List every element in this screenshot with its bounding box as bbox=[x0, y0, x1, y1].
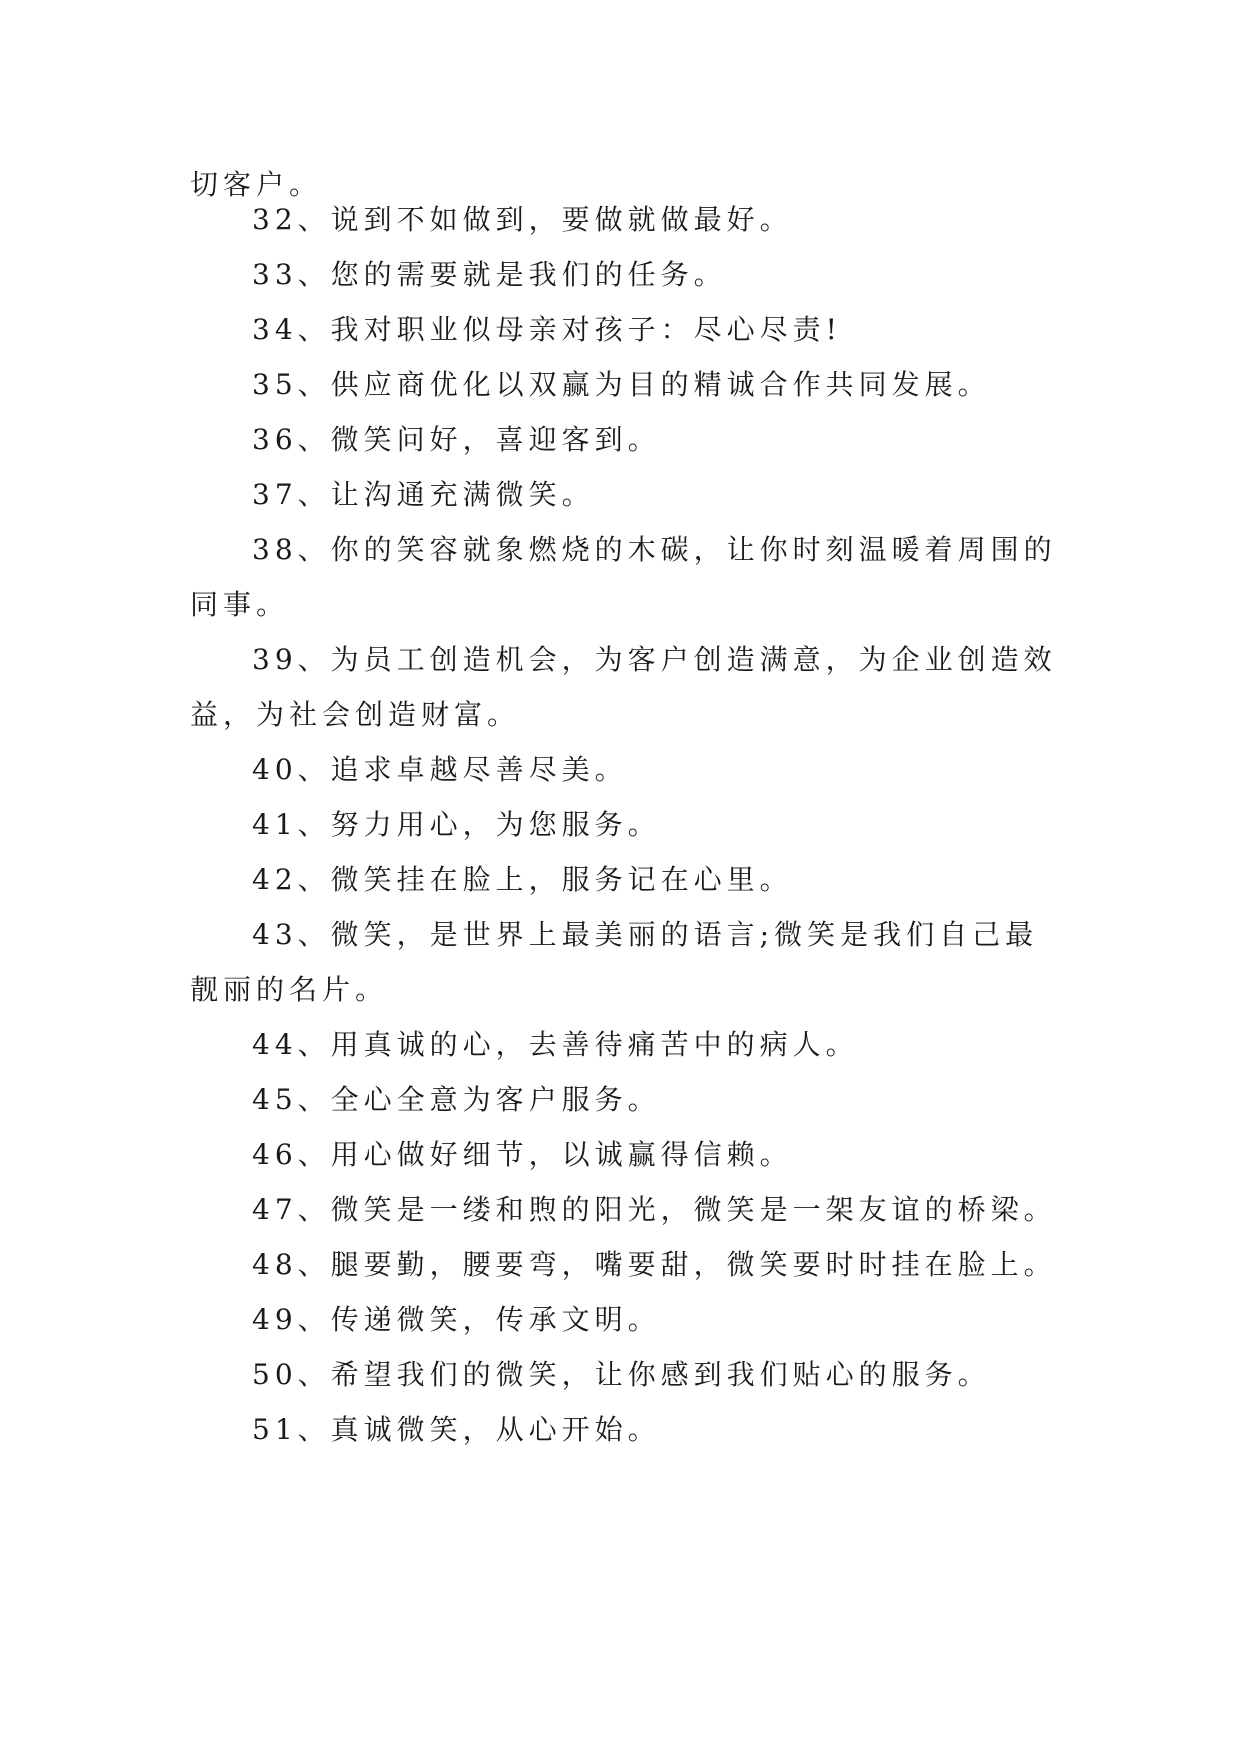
list-item-37: 37、让沟通充满微笑。 bbox=[252, 478, 595, 511]
list-item-32: 32、说到不如做到，要做就做最好。 bbox=[252, 203, 793, 236]
list-item-33: 33、您的需要就是我们的任务。 bbox=[252, 258, 727, 291]
list-item-44: 44、用真诚的心，去善待痛苦中的病人。 bbox=[252, 1028, 859, 1061]
list-item-45: 45、全心全意为客户服务。 bbox=[252, 1083, 661, 1116]
list-item-43: 43、微笑，是世界上最美丽的语言;微笑是我们自己最 bbox=[252, 918, 1039, 951]
list-item-41: 41、努力用心，为您服务。 bbox=[252, 808, 661, 841]
list-item-50: 50、希望我们的微笑，让你感到我们贴心的服务。 bbox=[252, 1358, 991, 1391]
list-item-34: 34、我对职业似母亲对孩子：尽心尽责! bbox=[252, 313, 842, 346]
list-item-42: 42、微笑挂在脸上，服务记在心里。 bbox=[252, 863, 793, 896]
paragraph-continuation: 切客户。 bbox=[190, 168, 323, 201]
list-item-47: 47、微笑是一缕和煦的阳光，微笑是一架友谊的桥梁。 bbox=[252, 1193, 1057, 1226]
list-item-40: 40、追求卓越尽善尽美。 bbox=[252, 753, 628, 786]
list-item-51: 51、真诚微笑，从心开始。 bbox=[252, 1413, 661, 1446]
list-item-38: 38、你的笑容就象燃烧的木碳，让你时刻温暖着周围的 bbox=[252, 533, 1057, 566]
list-item-43-continuation: 靓丽的名片。 bbox=[190, 973, 389, 1006]
list-item-39-continuation: 益，为社会创造财富。 bbox=[190, 698, 521, 731]
list-item-38-continuation: 同事。 bbox=[190, 588, 290, 621]
list-item-49: 49、传递微笑，传承文明。 bbox=[252, 1303, 661, 1336]
list-item-39: 39、为员工创造机会，为客户创造满意，为企业创造效 bbox=[252, 643, 1057, 676]
list-item-46: 46、用心做好细节，以诚赢得信赖。 bbox=[252, 1138, 793, 1171]
list-item-35: 35、供应商优化以双赢为目的精诚合作共同发展。 bbox=[252, 368, 991, 401]
list-item-48: 48、腿要勤，腰要弯，嘴要甜，微笑要时时挂在脸上。 bbox=[252, 1248, 1057, 1281]
list-item-36: 36、微笑问好，喜迎客到。 bbox=[252, 423, 661, 456]
